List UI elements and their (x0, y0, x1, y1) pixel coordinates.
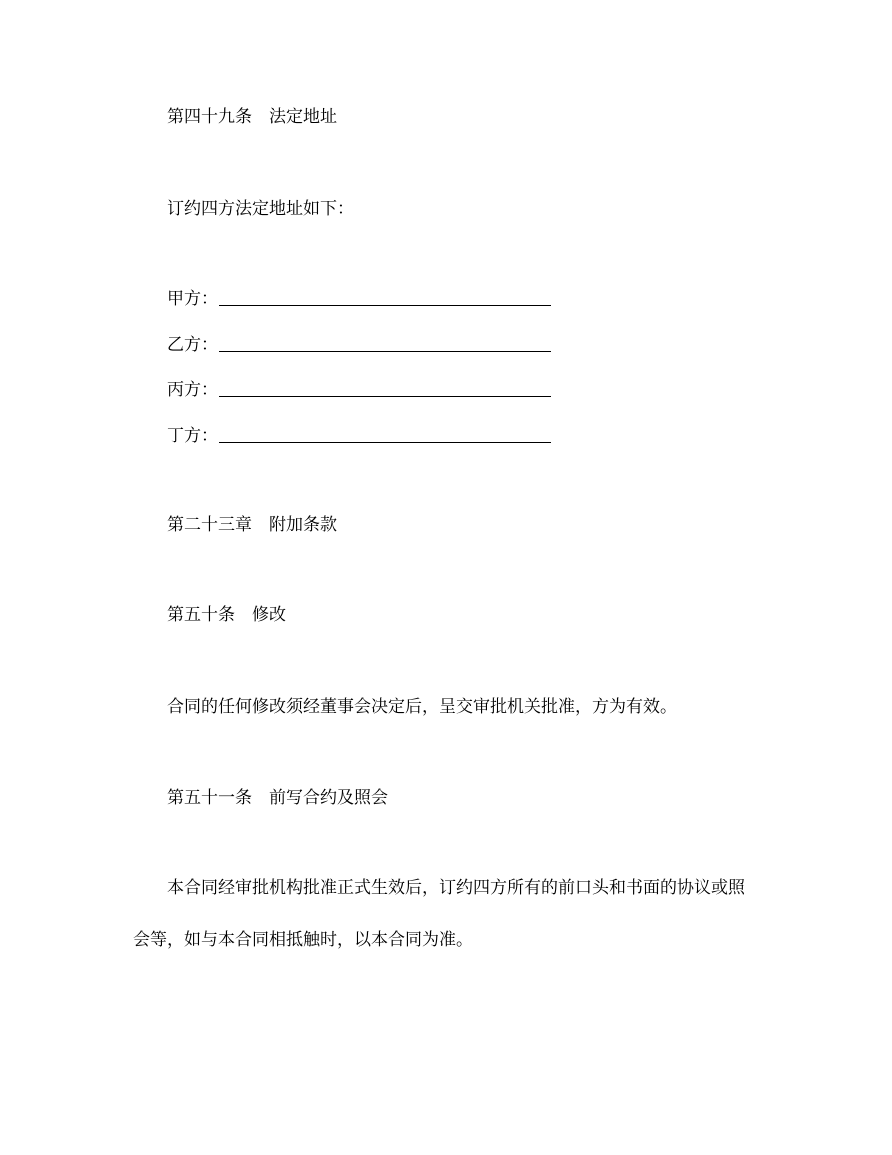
chapter-23-heading (167, 515, 337, 535)
article-49-heading (167, 107, 337, 127)
article-51-heading (167, 788, 388, 808)
party-c-address-blank (219, 396, 551, 397)
article-50-paragraph: 合同的任何修改须经董事会决定后，呈交审批机关批准，方为有效。 (167, 697, 677, 717)
party-d-label: 丁方： (167, 426, 218, 446)
party-c-label: 丙方： (167, 380, 218, 400)
party-d-address-blank (219, 442, 551, 443)
chapter-23-title: 附加条款 (269, 515, 337, 535)
chapter-23-number: 第二十三章 (167, 515, 252, 535)
article-51-paragraph-line-1: 本合同经审批机构批准正式生效后，订约四方所有的前口头和书面的协议或照 (167, 878, 745, 898)
article-50-heading (167, 605, 286, 625)
party-b-label: 乙方： (167, 335, 218, 355)
article-51-number: 第五十一条 (167, 788, 252, 808)
party-a-label: 甲方： (167, 289, 218, 309)
article-49-number: 第四十九条 (167, 107, 252, 127)
address-intro: 订约四方法定地址如下： (167, 199, 354, 219)
article-50-title: 修改 (252, 605, 286, 625)
article-51-paragraph-line-2: 会等，如与本合同相抵触时，以本合同为准。 (133, 930, 473, 950)
article-50-number: 第五十条 (167, 605, 235, 625)
party-a-address-blank (219, 305, 551, 306)
article-49-title: 法定地址 (269, 107, 337, 127)
party-b-address-blank (219, 351, 551, 352)
article-51-title: 前写合约及照会 (269, 788, 388, 808)
